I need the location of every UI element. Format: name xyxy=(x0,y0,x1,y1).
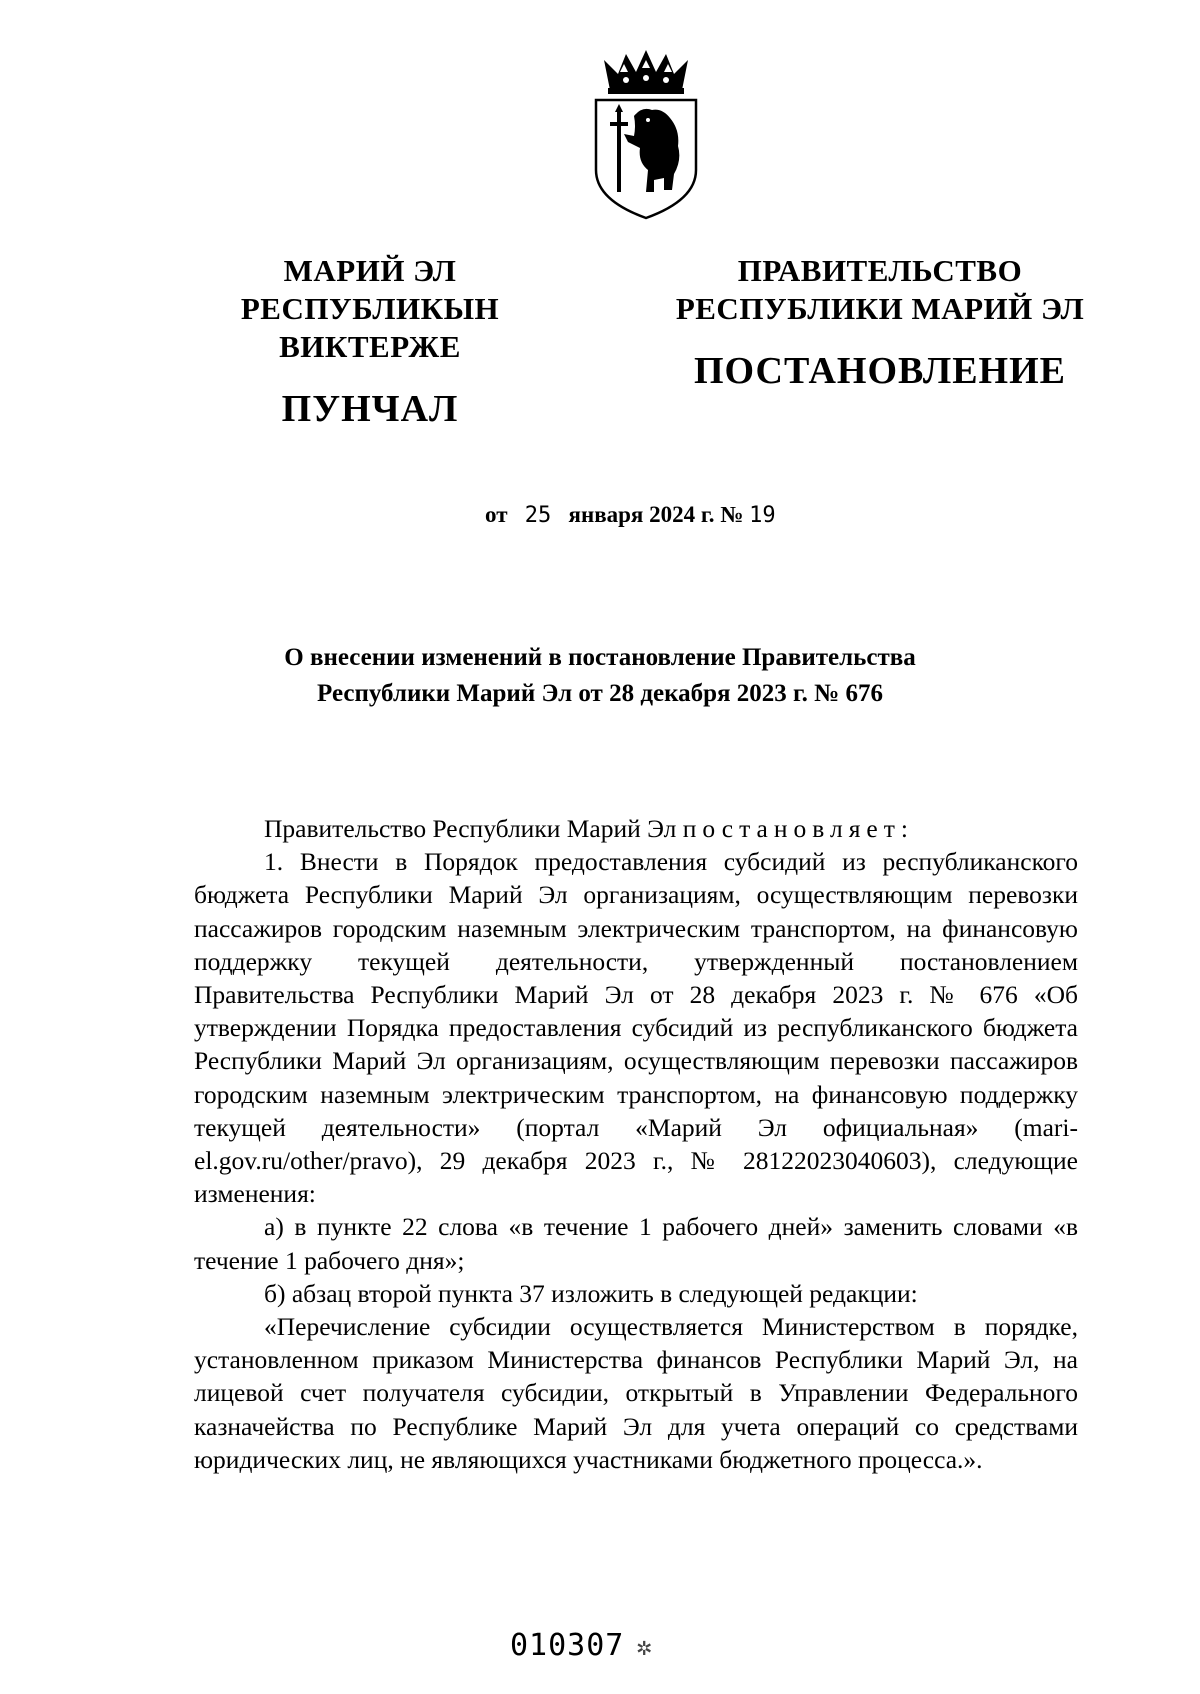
date-month-year: января 2024 г. № xyxy=(568,502,744,527)
header-left-doc-type: ПУНЧАЛ xyxy=(281,388,459,430)
header-right-line1: ПРАВИТЕЛЬСТВО xyxy=(737,253,1023,288)
intro-text: Правительство Республики Марий Эл xyxy=(264,814,677,843)
title-line1: О внесении изменений в постановление Правительства xyxy=(284,644,916,671)
intro-verb: постановляет: xyxy=(682,814,914,843)
date-day: 25 xyxy=(524,503,552,528)
paragraph-b: б) абзац второй пункта 37 изложить в следующей редакции: xyxy=(264,1278,918,1308)
date-line xyxy=(485,502,776,528)
coat-of-arms-bear-icon xyxy=(590,50,702,222)
header-right-block xyxy=(660,252,1100,394)
header-right-line2: РЕСПУБЛИКИ МАРИЙ ЭЛ xyxy=(675,291,1085,326)
paragraph-1: 1. Внести в Порядок предоставления субсидий из республиканского бюджета Республики Марий Эл организациям, осуществляющим перевозки пассажиров городским наземным электрическим транспортом, на финансовую поддержку текущей деятельности, утвержденный постановлением Правительства Республики Марий Эл от 28 декабря 2023 г. № 676 «Об утверждении Порядка предоставления субсидий из республиканского бюджета Республики Марий Эл организациям, осуществляющим перевозки пассажиров городским наземным электрическим транспортом, на финансовую поддержку текущей деятельности» (портал «Марий Эл официальная» (mari-el.gov.ru/other/pravo), 29 декабря 2023 г., № 28122023040603), следующие изменения: xyxy=(194,847,1078,1209)
serial-number-block xyxy=(510,1628,653,1663)
header-left-line2: ВИКТЕРЖЕ xyxy=(279,329,461,364)
header-left-block xyxy=(160,252,580,432)
header-left-line1: МАРИЙ ЭЛ РЕСПУБЛИКЫН xyxy=(240,253,500,326)
serial-number: 010307 xyxy=(510,1628,625,1663)
date-prefix: от xyxy=(485,502,508,527)
document-body xyxy=(194,812,1078,1476)
asterisk-mark-icon: ✲ xyxy=(636,1632,654,1662)
header-right-doc-type: ПОСТАНОВЛЕНИЕ xyxy=(693,350,1067,392)
paragraph-a: а) в пункте 22 слова «в течение 1 рабочего дней» заменить словами «в течение 1 рабочего дня»; xyxy=(194,1212,1078,1275)
paragraph-quote: «Перечисление субсидии осуществляется Министерством в порядке, установленном приказом Министерства финансов Республики Марий Эл, на лицевой счет получателя субсидии, открытый в Управлении Федерального казначейства по Республике Марий Эл для учета операций со средствами юридических лиц, не являющихся участниками бюджетного процесса.». xyxy=(194,1312,1078,1474)
title-line2: Республики Марий Эл от 28 декабря 2023 г. № 676 xyxy=(317,680,883,707)
document-title xyxy=(200,640,1000,712)
intro-paragraph xyxy=(194,812,1078,845)
document-number: 19 xyxy=(749,503,776,528)
